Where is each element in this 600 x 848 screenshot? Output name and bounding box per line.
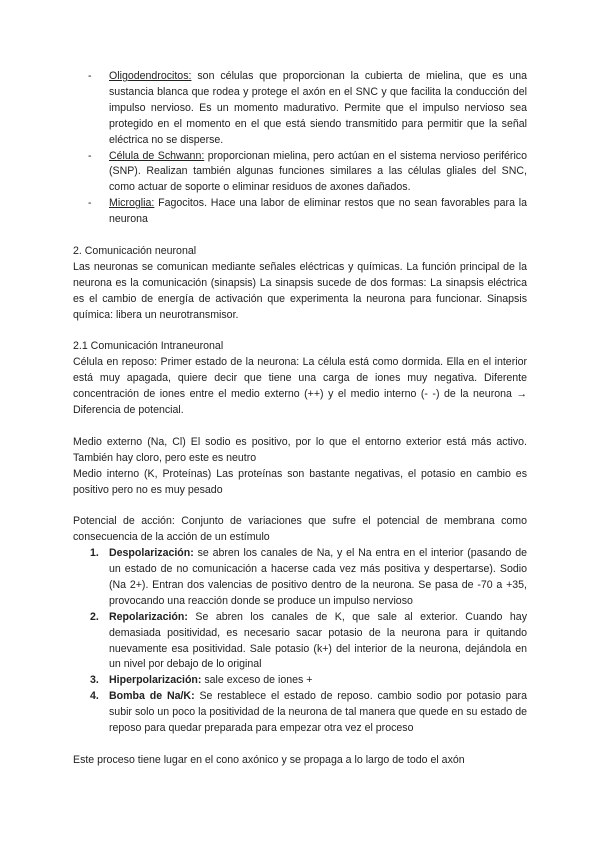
term: Despolarización: bbox=[109, 547, 194, 560]
term: Microglia: bbox=[109, 197, 155, 210]
paragraph: Medio interno (K, Proteínas) Las proteínas son bastante negativas, el potasio en cambio es positivo pero no es muy pesado bbox=[73, 467, 527, 496]
list-item bbox=[73, 69, 527, 149]
list-item bbox=[73, 610, 527, 674]
definition: sale exceso de iones + bbox=[201, 674, 313, 687]
paragraph: Célula en reposo: Primer estado de la neurona: La célula está como dormida. Ella en el interior está muy apagada, quiere decir que tiene una carga de iones muy negativa. Diferente concentración de iones entre el medio externo (++) y el medio interno (- -) de la neurona → Diferencia de potencial. bbox=[73, 356, 527, 416]
paragraph: Medio externo (Na, Cl) El sodio es positivo, por lo que el entorno exterior está más activo. También hay cloro, pero este es neutro bbox=[73, 435, 527, 464]
definition: Se restablece el estado de reposo. cambio sodio por potasio para subir solo un poco la positividad de la neurona de tal manera que quede en su estado de reposo para quedar preparada para empezar otra vez el proceso bbox=[109, 690, 527, 735]
term: Hiperpolarización: bbox=[109, 674, 202, 687]
list-item bbox=[73, 673, 527, 689]
step-number: 2. bbox=[90, 610, 99, 623]
action-potential-steps bbox=[73, 546, 527, 737]
list-item bbox=[73, 196, 527, 228]
term: Célula de Schwann: bbox=[109, 149, 205, 162]
definition: son células que proporcionan la cubierta de mielina, que es una sustancia blanca que rodea y protege el axón en el SNC y que facilita la conducción del impulso nervioso. Es un momento madurativo. Permite que el impulso nervioso sea protegido en el momento en el que está siendo transmitido para permitir que la señal eléctrica no se disperse. bbox=[109, 70, 527, 146]
paragraph: Potencial de acción: Conjunto de variaciones que sufre el potencial de membrana como consecuencia de la acción de un estímulo bbox=[73, 515, 527, 544]
list-item bbox=[73, 689, 527, 737]
paragraph: Este proceso tiene lugar en el cono axónico y se propaga a lo largo de todo el axón bbox=[73, 753, 465, 766]
list-item bbox=[73, 546, 527, 610]
paragraph: Las neuronas se comunican mediante señales eléctricas y químicas. La función principal de la neurona es la comunicación (sinapsis) La sinapsis sucede de dos formas: La sinapsis eléctrica es el cambio de energía de activación que experimenta la neurona para funcionar. Sinapsis química: libera un neurotransmisor. bbox=[73, 260, 527, 321]
list-item bbox=[73, 149, 527, 197]
dash-bullet: - bbox=[88, 197, 92, 210]
glia-cell-list bbox=[73, 69, 527, 228]
dash-bullet: - bbox=[88, 70, 92, 82]
definition: proporcionan mielina, pero actúan en el sistema nervioso periférico (SNP). Realizan también algunas funciones similares a las células gliales del SNC, como actuar de soporte o eliminar residuos de axones dañados. bbox=[109, 149, 527, 194]
step-number: 4. bbox=[90, 690, 99, 703]
step-number: 3. bbox=[90, 674, 99, 687]
dash-bullet: - bbox=[88, 149, 92, 162]
definition: se abren los canales de Na, y el Na entra en el interior (pasando de un estado de no comunicación a hacerse cada vez más positiva y despertarse). Sodio (Na 2+). Entran dos valencias de positivo dentro de la neurona. Se pasa de -70 a +35, provocando una reacción donde se produce un impulso nervioso bbox=[109, 547, 527, 607]
section-heading: 2.1 Comunicación Intraneuronal bbox=[73, 340, 224, 353]
definition: Se abren los canales de K, que sale al exterior. Cuando hay demasiada positividad, es necesario sacar potasio de la neurona para ir quitando nuevamente esa positividad. Sale potasio (k+) del interior de la neurona, dejándola en un nivel por debajo de lo original bbox=[109, 610, 527, 671]
term: Oligodendrocitos: bbox=[109, 70, 192, 82]
section-heading: 2. Comunicación neuronal bbox=[73, 244, 197, 257]
term: Repolarización: bbox=[109, 610, 188, 623]
document-content bbox=[73, 69, 527, 769]
term: Bomba de Na/K: bbox=[109, 690, 195, 703]
definition: Fagocitos. Hace una labor de eliminar restos que no sean favorables para la neurona bbox=[109, 197, 527, 226]
step-number: 1. bbox=[90, 547, 99, 560]
